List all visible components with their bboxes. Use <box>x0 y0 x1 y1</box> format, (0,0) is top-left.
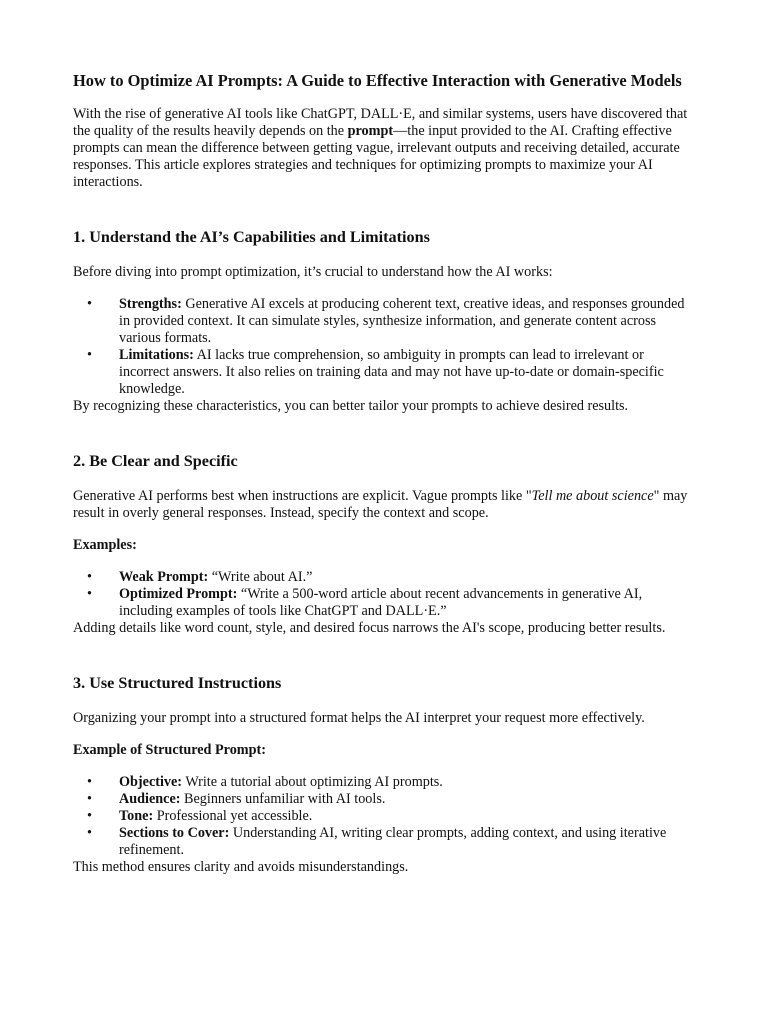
list-item-text: “Write about AI.” <box>208 569 313 585</box>
document-title: How to Optimize AI Prompts: A Guide to Effective Interaction with Generative Models <box>73 71 682 90</box>
list-item-label: Tone: <box>119 808 154 824</box>
section-3-bullet-list <box>73 774 694 859</box>
list-item-label: Weak Prompt: <box>119 569 209 585</box>
section-3-heading: 3. Use Structured Instructions <box>73 674 282 692</box>
section-2-lead <box>73 488 694 522</box>
list-item-text: Understanding AI, writing clear prompts, adding context, and using iterative refinement. <box>119 825 667 858</box>
list-item <box>73 825 694 859</box>
bullet-glyph: • <box>87 774 92 790</box>
section-2-heading: 2. Be Clear and Specific <box>73 452 238 470</box>
list-item-text: AI lacks true comprehension, so ambiguity in prompts can lead to irrelevant or incorrect answers. It also relies on training data and may not have up-to-date or domain-specific knowledge. <box>119 347 664 397</box>
bullet-glyph: • <box>87 808 92 824</box>
list-item-label: Audience: <box>119 791 181 807</box>
section-1-bullet-list <box>73 296 694 398</box>
list-item <box>73 586 694 620</box>
list-item-text: Beginners unfamiliar with AI tools. <box>180 791 386 807</box>
section-3-closing: This method ensures clarity and avoids misunderstandings. <box>73 859 409 875</box>
section-1-heading: 1. Understand the AI’s Capabilities and Limitations <box>73 228 430 246</box>
list-item <box>73 569 694 586</box>
list-item <box>73 347 694 398</box>
list-item-label: Sections to Cover: <box>119 825 230 841</box>
list-item-text: Generative AI excels at producing coherent text, creative ideas, and responses grounded in provided context. It can simulate styles, synthesize information, and generate content across various formats. <box>119 296 685 346</box>
examples-label-text: Example of Structured Prompt: <box>73 742 266 758</box>
examples-label-text: Examples: <box>73 537 137 553</box>
list-item-text: Write a tutorial about optimizing AI prompts. <box>182 774 443 790</box>
section-2-closing: Adding details like word count, style, and desired focus narrows the AI's scope, producing better results. <box>73 620 666 636</box>
intro-text-start: With the rise of generative AI tools like ChatGPT, DALL·E, and similar systems, users have discovered that the quality of the results heavily depends on the <box>73 106 688 139</box>
section-2-bullet-list <box>73 569 694 620</box>
list-item-label: Strengths: <box>119 296 182 312</box>
list-item <box>73 296 694 347</box>
section-2-lead-end: " may result in overly general responses. Instead, specify the context and scope. <box>73 488 688 521</box>
list-item <box>73 791 694 808</box>
list-item-text: “Write a 500-word article about recent advancements in generative AI, including examples of tools like ChatGPT and DALL·E.” <box>119 586 643 619</box>
bullet-glyph: • <box>87 569 92 585</box>
list-item-label: Optimized Prompt: <box>119 586 238 602</box>
section-1-lead: Before diving into prompt optimization, it’s crucial to understand how the AI works: <box>73 264 553 280</box>
list-item <box>73 774 694 791</box>
bullet-glyph: • <box>87 791 92 807</box>
bullet-glyph: • <box>87 296 92 312</box>
bullet-glyph: • <box>87 825 92 841</box>
list-item-label: Objective: <box>119 774 183 790</box>
bullet-glyph: • <box>87 586 92 602</box>
intro-text-end: —the input provided to the AI. Crafting effective prompts can mean the difference between getting vague, irrelevant outputs and receiving detailed, accurate responses. This article explores strategies and techniques for optimizing prompts to maximize your AI interactions. <box>73 123 680 190</box>
intro-bold-term: prompt <box>347 123 394 139</box>
section-2-lead-start: Generative AI performs best when instructions are explicit. Vague prompts like " <box>73 488 532 504</box>
bullet-glyph: • <box>87 347 92 363</box>
list-item-label: Limitations: <box>119 347 194 363</box>
intro-paragraph <box>73 106 694 191</box>
list-item <box>73 808 694 825</box>
section-2-lead-italic: Tell me about science <box>531 488 654 504</box>
list-item-text: Professional yet accessible. <box>153 808 313 824</box>
section-3-lead: Organizing your prompt into a structured format helps the AI interpret your request more effectively. <box>73 710 645 726</box>
section-2-examples-label <box>73 537 694 554</box>
section-3-examples-label <box>73 742 694 759</box>
section-1-closing: By recognizing these characteristics, you can better tailor your prompts to achieve desired results. <box>73 398 629 414</box>
